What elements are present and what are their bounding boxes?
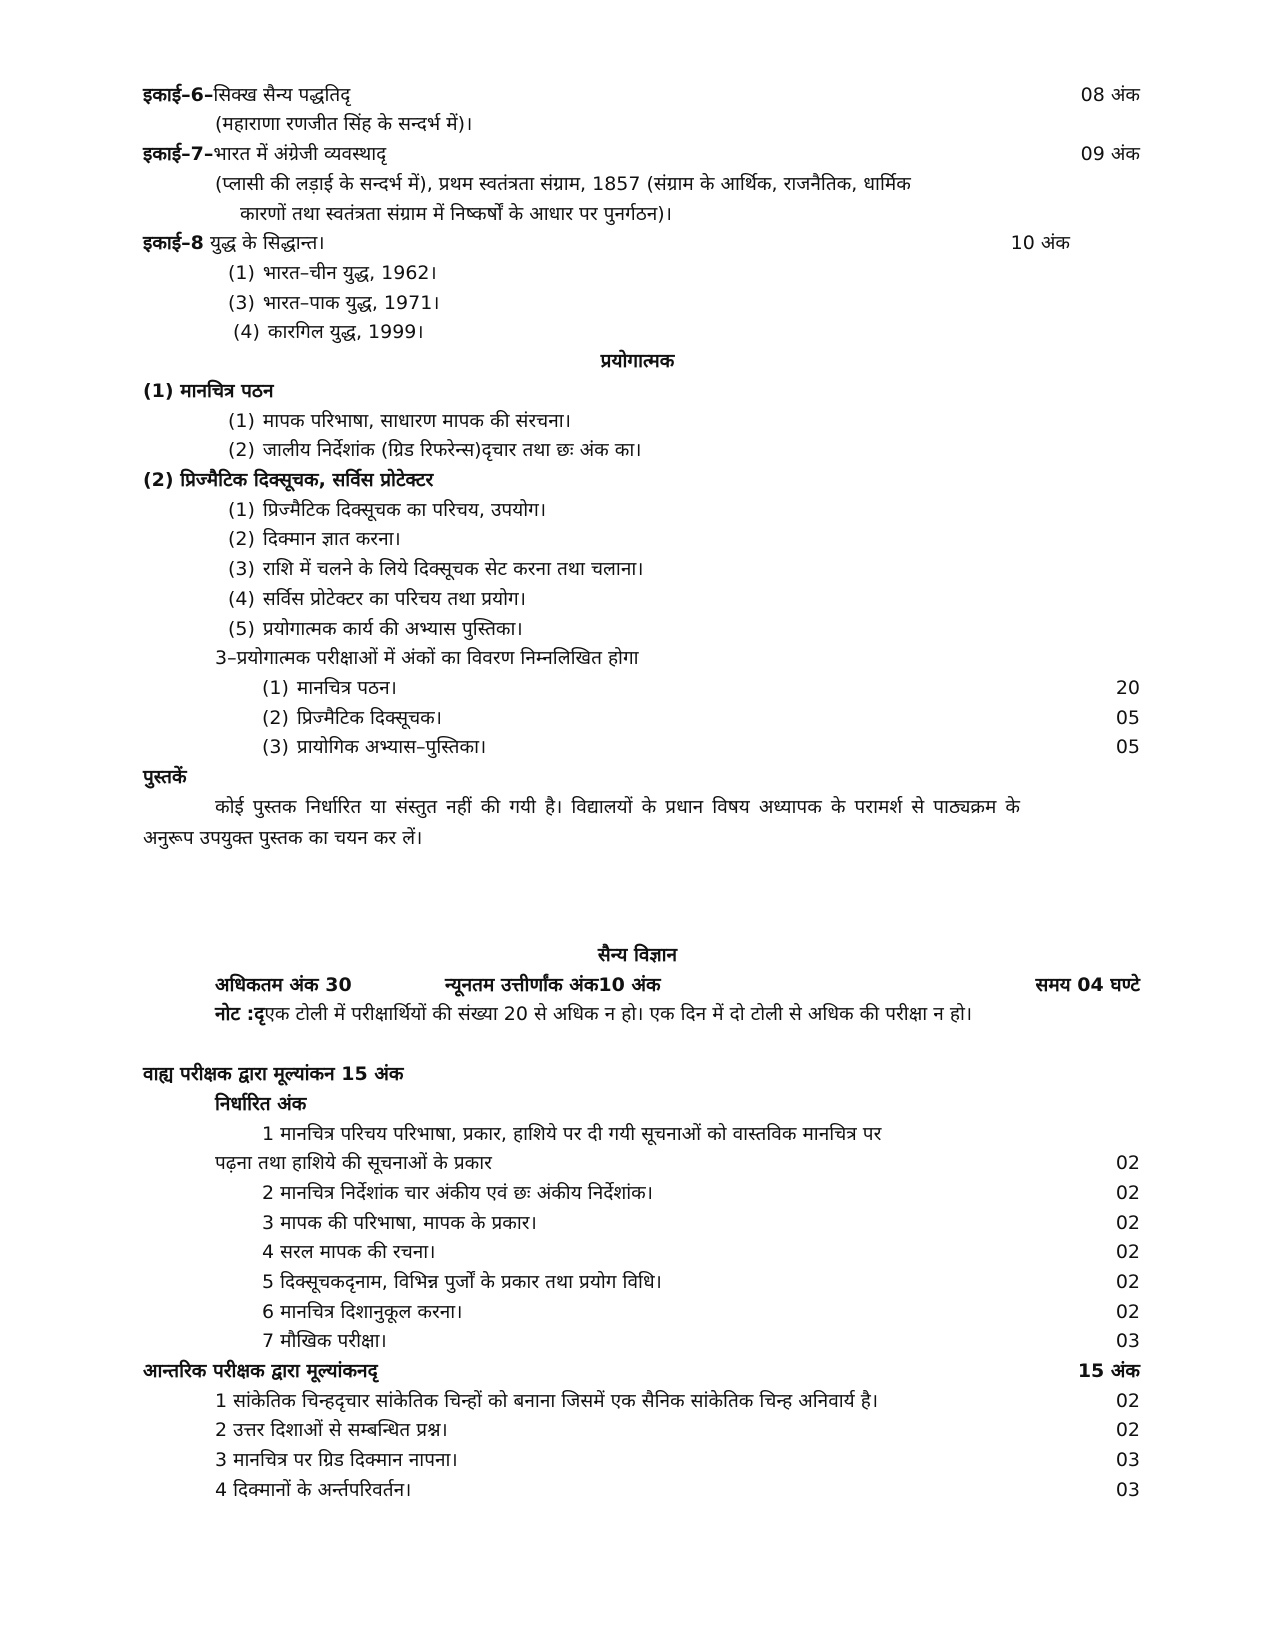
external-item-1-marks: 02 (1115, 1152, 1140, 1174)
exam-time: समय 04 घण्टे (1035, 974, 1140, 996)
practical-section-2-item: (3) राशि में चलने के लिये दिक्सूचक सेट करना तथा चलाना। (228, 558, 644, 580)
unit-6-subtext: (महाराणा रणजीत सिंह के सन्दर्भ में)। (215, 113, 473, 135)
unit-6-label: इकाई–6– (143, 84, 214, 106)
external-item-marks: 02 (1115, 1212, 1140, 1234)
unit-6-marks: 08 अंक (1080, 84, 1140, 106)
note-text: एक टोली में परीक्षार्थियों की संख्या 20 से अधिक न हो। एक दिन में दो टोली से अधिक की परीक्षा न हो। (264, 1003, 973, 1025)
prescribed-marks-heading: निर्धारित अंक (215, 1093, 307, 1115)
unit-7-heading (143, 141, 386, 169)
practical-marks-item: (2) प्रिज्मैटिक दिक्सूचक। (262, 707, 442, 729)
practical-marks-item: (1) मानचित्र पठन। (262, 677, 397, 699)
unit-6-title: सिक्ख सैन्य पद्धतिदृ (213, 84, 351, 106)
unit-7-title: भारत में अंग्रेजी व्यवस्थादृ (213, 143, 387, 165)
practical-section-1-title: (1) मानचित्र पठन (143, 380, 274, 402)
external-item: 2 मानचित्र निर्देशांक चार अंकीय एवं छः अंकीय निर्देशांक। (262, 1182, 653, 1204)
internal-item-marks: 02 (1115, 1390, 1140, 1412)
internal-item: 2 उत्तर दिशाओं से सम्बन्धित प्रश्न। (215, 1419, 448, 1441)
unit-8-item: (3) भारत–पाक युद्ध, 1971। (228, 292, 440, 314)
internal-item-marks: 02 (1115, 1419, 1140, 1441)
internal-heading: आन्तरिक परीक्षक द्वारा मूल्यांकनदृ (143, 1360, 378, 1382)
practical-section-2-title: (2) प्रिज्मैटिक दिक्सूचक, सर्विस प्रोटेक्टर (143, 469, 434, 491)
external-item-marks: 02 (1115, 1241, 1140, 1263)
practical-section-2-item: (5) प्रयोगात्मक कार्य की अभ्यास पुस्तिका। (228, 618, 523, 640)
external-item: 5 दिक्सूचकदृनाम, विभिन्न पुर्जों के प्रकार तथा प्रयोग विधि। (262, 1271, 662, 1293)
unit-7-subtext-line-2: कारणों तथा स्वतंत्रता संग्राम में निष्कर्षों के आधार पर पुनर्गठन)। (240, 203, 672, 225)
note-label: नोट :दृ (215, 1003, 265, 1025)
unit-7-subtext-line-1: (प्लासी की लड़ाई के सन्दर्भ में), प्रथम स्वतंत्रता संग्राम, 1857 (संग्राम के आर्थिक, राजनैतिक, धार्मिक (215, 173, 911, 195)
max-marks: अधिकतम अंक 30 (215, 974, 352, 996)
practical-marks-intro: 3–प्रयोगात्मक परीक्षाओं में अंकों का विवरण निम्नलिखित होगा (215, 647, 639, 669)
books-text: कोई पुस्तक निर्धारित या संस्तुत नहीं की गयी है। विद्यालयों के प्रधान विषय अध्यापक के परामर्श से पाठ्यक्रम के अनुरूप उपयुक्त पुस्तक का चयन कर लें। (143, 796, 1020, 849)
unit-8-label: इकाई–8 (143, 232, 204, 254)
unit-8-title: युद्ध के सिद्धान्त। (203, 232, 325, 254)
unit-7-marks: 09 अंक (1080, 143, 1140, 165)
external-item: 3 मापक की परिभाषा, मापक के प्रकार। (262, 1212, 537, 1234)
unit-8-item: (1) भारत–चीन युद्ध, 1962। (228, 262, 437, 284)
internal-marks: 15 अंक (1077, 1360, 1140, 1382)
external-item: 7 मौखिक परीक्षा। (262, 1330, 387, 1352)
unit-8-heading (143, 230, 325, 258)
practical-marks-value: 20 (1115, 677, 1140, 699)
practical-section-2-item: (4) सर्विस प्रोटेक्टर का परिचय तथा प्रयोग। (228, 588, 526, 610)
practical-section-1-item: (1) मापक परिभाषा, साधारण मापक की संरचना। (228, 410, 571, 432)
external-item-marks: 03 (1115, 1330, 1140, 1352)
practical-heading: प्रयोगात्मक (600, 350, 675, 372)
military-title: सैन्य विज्ञान (597, 944, 678, 966)
unit-6-heading (143, 82, 350, 110)
unit-8-item: (4) कारगिल युद्ध, 1999। (233, 321, 424, 343)
external-item-1-line-1: 1 मानचित्र परिचय परिभाषा, प्रकार, हाशिये पर दी गयी सूचनाओं को वास्तविक मानचित्र पर (262, 1123, 882, 1145)
practical-marks-item: (3) प्रायोगिक अभ्यास–पुस्तिका। (262, 736, 487, 758)
internal-item: 4 दिक्मानों के अर्न्तपरिवर्तन। (215, 1479, 412, 1501)
external-item: 4 सरल मापक की रचना। (262, 1241, 436, 1263)
min-pass-marks: न्यूनतम उत्तीर्णांक अंक10 अंक (445, 974, 661, 996)
external-item: 6 मानचित्र दिशानुकूल करना। (262, 1301, 463, 1323)
external-item-marks: 02 (1115, 1182, 1140, 1204)
internal-item-marks: 03 (1115, 1479, 1140, 1501)
books-heading: पुस्तकें (143, 766, 187, 788)
internal-item-marks: 03 (1115, 1449, 1140, 1471)
internal-item: 1 सांकेतिक चिन्हदृचार सांकेतिक चिन्हों को बनाना जिसमें एक सैनिक सांकेतिक चिन्ह अनिवार्य है। (215, 1390, 879, 1412)
internal-item: 3 मानचित्र पर ग्रिड दिक्मान नापना। (215, 1449, 458, 1471)
external-item-marks: 02 (1115, 1271, 1140, 1293)
unit-7-label: इकाई–7– (143, 143, 214, 165)
note-paragraph (143, 999, 1020, 1030)
practical-section-2-item: (2) दिक्मान ज्ञात करना। (228, 528, 401, 550)
practical-section-1-item: (2) जालीय निर्देशांक (ग्रिड रिफरेन्स)दृचार तथा छः अंक का। (228, 439, 642, 461)
external-item-marks: 02 (1115, 1301, 1140, 1323)
practical-marks-value: 05 (1115, 736, 1140, 758)
practical-marks-value: 05 (1115, 707, 1140, 729)
external-item-1-line-2: पढ़ना तथा हाशिये की सूचनाओं के प्रकार (215, 1152, 492, 1174)
practical-section-2-item: (1) प्रिज्मैटिक दिक्सूचक का परिचय, उपयोग। (228, 499, 547, 521)
external-heading: वाह्य परीक्षक द्वारा मूल्यांकन 15 अंक (143, 1063, 404, 1085)
unit-8-marks: 10 अंक (1010, 232, 1070, 254)
